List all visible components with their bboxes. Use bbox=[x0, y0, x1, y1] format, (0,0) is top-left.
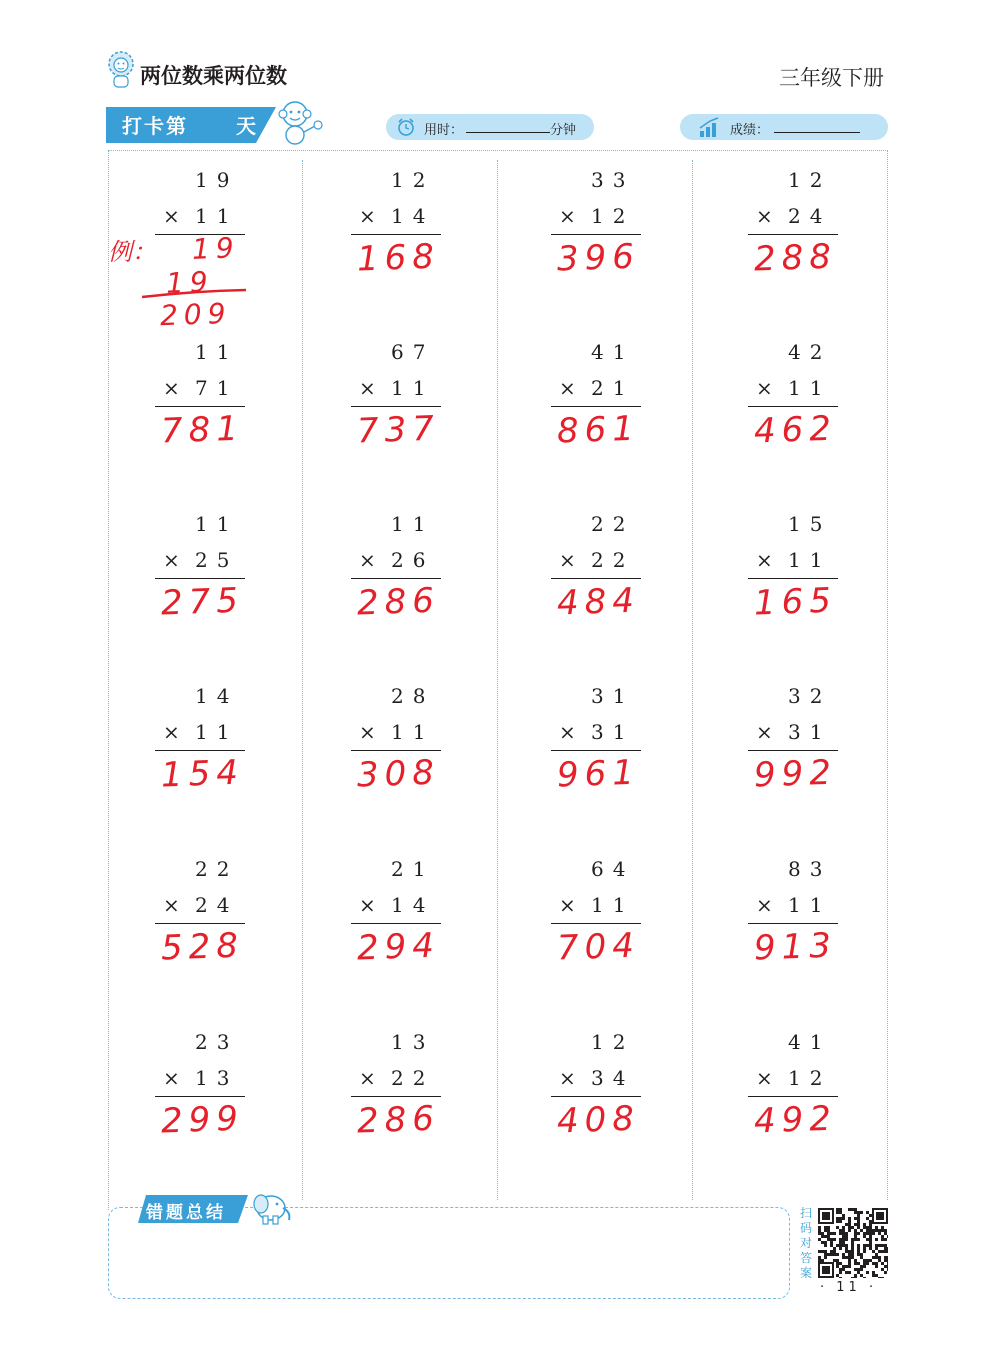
problem-item bbox=[551, 340, 643, 460]
answer-input[interactable]: 704 bbox=[556, 925, 641, 969]
alarm-clock-icon bbox=[396, 117, 416, 137]
problem-item bbox=[351, 512, 443, 632]
multiplier: 11 bbox=[788, 548, 832, 572]
product-line bbox=[351, 578, 441, 579]
multiplier: 13 bbox=[195, 1066, 239, 1090]
multiplier: 25 bbox=[195, 548, 239, 572]
product-line bbox=[748, 750, 838, 751]
product-line bbox=[155, 750, 245, 751]
monkey-mascot-icon bbox=[275, 98, 327, 148]
score-label: 成绩： bbox=[730, 123, 770, 138]
multiplicand: 19 bbox=[195, 168, 239, 192]
column-divider bbox=[302, 160, 303, 1200]
multiplier: 22 bbox=[391, 1066, 435, 1090]
multiplier: 11 bbox=[391, 720, 435, 744]
times-sign: × bbox=[359, 204, 376, 228]
answer-input[interactable]: 781 bbox=[160, 408, 245, 452]
answer-input[interactable]: 288 bbox=[753, 236, 838, 280]
multiplier: 24 bbox=[195, 893, 239, 917]
answer-input[interactable]: 299 bbox=[160, 1098, 245, 1142]
multiplicand: 41 bbox=[591, 340, 635, 364]
growth-chart-icon bbox=[698, 116, 722, 138]
multiplicand: 15 bbox=[788, 512, 832, 536]
times-sign: × bbox=[163, 720, 180, 744]
times-sign: × bbox=[756, 893, 773, 917]
product-line bbox=[551, 1096, 641, 1097]
time-blank[interactable] bbox=[466, 118, 550, 133]
problem-item bbox=[155, 340, 247, 460]
multiplicand: 32 bbox=[788, 684, 832, 708]
example-partial-1: 19 bbox=[191, 231, 241, 266]
product-line bbox=[155, 578, 245, 579]
elephant-mascot-icon bbox=[249, 1188, 295, 1226]
answer-input[interactable]: 286 bbox=[356, 1098, 441, 1142]
answer-input[interactable]: 396 bbox=[556, 236, 641, 280]
times-sign: × bbox=[756, 204, 773, 228]
times-sign: × bbox=[359, 548, 376, 572]
problem-item bbox=[748, 1030, 840, 1150]
product-line bbox=[748, 923, 838, 924]
product-line bbox=[551, 406, 641, 407]
multiplier: 71 bbox=[195, 376, 239, 400]
product-line bbox=[351, 1096, 441, 1097]
answer-input[interactable]: 165 bbox=[753, 580, 838, 624]
multiplicand: 22 bbox=[591, 512, 635, 536]
product-line bbox=[748, 578, 838, 579]
problem-item bbox=[551, 1030, 643, 1150]
times-sign: × bbox=[359, 376, 376, 400]
problem-item bbox=[551, 512, 643, 632]
times-sign: × bbox=[756, 376, 773, 400]
multiplicand: 83 bbox=[788, 857, 832, 881]
product-line bbox=[748, 1096, 838, 1097]
answer-input[interactable]: 275 bbox=[160, 580, 245, 624]
problem-item bbox=[551, 684, 643, 804]
product-line bbox=[351, 406, 441, 407]
qr-code-icon[interactable] bbox=[818, 1208, 888, 1278]
multiplier: 22 bbox=[591, 548, 635, 572]
time-field[interactable] bbox=[386, 114, 594, 140]
answer-input[interactable]: 286 bbox=[356, 580, 441, 624]
times-sign: × bbox=[359, 1066, 376, 1090]
answer-input[interactable]: 154 bbox=[160, 752, 245, 796]
scan-for-answers-text: 扫码对答案 bbox=[800, 1206, 813, 1280]
problem-item bbox=[748, 168, 840, 288]
example-partial-2: 19 bbox=[165, 265, 215, 300]
product-line bbox=[748, 406, 838, 407]
multiplier: 11 bbox=[788, 376, 832, 400]
multiplicand: 14 bbox=[195, 684, 239, 708]
multiplier: 11 bbox=[788, 893, 832, 917]
day-label: 打卡第 bbox=[122, 114, 188, 138]
times-sign: × bbox=[163, 893, 180, 917]
answer-input[interactable]: 484 bbox=[556, 580, 641, 624]
answer-input[interactable]: 861 bbox=[556, 408, 641, 452]
product-line bbox=[351, 234, 441, 235]
multiplier: 26 bbox=[391, 548, 435, 572]
multiplier: 21 bbox=[591, 376, 635, 400]
score-blank[interactable] bbox=[774, 118, 860, 133]
multiplier: 31 bbox=[788, 720, 832, 744]
multiplier: 11 bbox=[391, 376, 435, 400]
day-suffix: 天 bbox=[236, 114, 256, 138]
answer-input[interactable]: 961 bbox=[556, 752, 641, 796]
problem-item bbox=[351, 684, 443, 804]
times-sign: × bbox=[559, 1066, 576, 1090]
multiplicand: 31 bbox=[591, 684, 635, 708]
times-sign: × bbox=[163, 548, 180, 572]
multiplicand: 64 bbox=[591, 857, 635, 881]
multiplier: 12 bbox=[788, 1066, 832, 1090]
multiplier: 14 bbox=[391, 893, 435, 917]
answer-input[interactable]: 492 bbox=[753, 1098, 838, 1142]
answer-input[interactable]: 992 bbox=[753, 752, 838, 796]
product-line bbox=[155, 1096, 245, 1097]
page-number: · 11 · bbox=[820, 1280, 878, 1295]
times-sign: × bbox=[756, 720, 773, 744]
problem-item bbox=[155, 1030, 247, 1150]
multiplicand: 42 bbox=[788, 340, 832, 364]
page-title: 两位数乘两位数 bbox=[140, 64, 287, 88]
answer-input[interactable]: 294 bbox=[356, 925, 441, 969]
multiplicand: 11 bbox=[391, 512, 435, 536]
multiplicand: 11 bbox=[195, 512, 239, 536]
multiplier: 31 bbox=[591, 720, 635, 744]
multiplicand: 11 bbox=[195, 340, 239, 364]
times-sign: × bbox=[163, 376, 180, 400]
multiplicand: 33 bbox=[591, 168, 635, 192]
product-line bbox=[155, 923, 245, 924]
answer-input[interactable]: 913 bbox=[753, 925, 838, 969]
multiplicand: 67 bbox=[391, 340, 435, 364]
column-divider bbox=[497, 160, 498, 1200]
product-line bbox=[351, 750, 441, 751]
multiplier: 34 bbox=[591, 1066, 635, 1090]
times-sign: × bbox=[359, 720, 376, 744]
answer-input[interactable]: 528 bbox=[160, 925, 245, 969]
times-sign: × bbox=[559, 376, 576, 400]
multiplier: 11 bbox=[195, 204, 239, 228]
problem-item bbox=[351, 857, 443, 977]
time-unit: 分钟 bbox=[550, 123, 577, 138]
problem-item bbox=[748, 512, 840, 632]
times-sign: × bbox=[359, 893, 376, 917]
answer-input[interactable]: 408 bbox=[556, 1098, 641, 1142]
problem-item bbox=[748, 340, 840, 460]
times-sign: × bbox=[163, 204, 180, 228]
multiplier: 12 bbox=[591, 204, 635, 228]
problem-item bbox=[748, 684, 840, 804]
answer-input[interactable]: 168 bbox=[356, 236, 441, 280]
grid-right-line bbox=[887, 150, 888, 1200]
times-sign: × bbox=[163, 1066, 180, 1090]
product-line bbox=[351, 923, 441, 924]
problem-item bbox=[748, 857, 840, 977]
time-label: 用时： bbox=[424, 123, 464, 138]
multiplier: 14 bbox=[391, 204, 435, 228]
answer-input[interactable]: 737 bbox=[356, 408, 441, 452]
times-sign: × bbox=[559, 548, 576, 572]
problem-item bbox=[351, 1030, 443, 1150]
multiplicand: 12 bbox=[591, 1030, 635, 1054]
product-line bbox=[551, 234, 641, 235]
answer-input[interactable]: 462 bbox=[753, 408, 838, 452]
example-result: 209 bbox=[159, 296, 233, 333]
times-sign: × bbox=[559, 893, 576, 917]
answer-input[interactable]: 308 bbox=[356, 752, 441, 796]
multiplicand: 23 bbox=[195, 1030, 239, 1054]
problem-item bbox=[155, 684, 247, 804]
problem-item bbox=[351, 340, 443, 460]
grade-label: 三年级下册 bbox=[779, 66, 884, 90]
product-line bbox=[551, 923, 641, 924]
multiplier: 24 bbox=[788, 204, 832, 228]
multiplicand: 12 bbox=[391, 168, 435, 192]
multiplicand: 41 bbox=[788, 1030, 832, 1054]
example-label: 例： bbox=[108, 238, 156, 266]
multiplicand: 28 bbox=[391, 684, 435, 708]
product-line bbox=[155, 406, 245, 407]
grid-left-line bbox=[108, 150, 109, 1210]
grid-top-line bbox=[108, 150, 888, 151]
multiplier: 11 bbox=[591, 893, 635, 917]
multiplicand: 21 bbox=[391, 857, 435, 881]
multiplicand: 22 bbox=[195, 857, 239, 881]
problem-item bbox=[351, 168, 443, 288]
problem-item bbox=[155, 512, 247, 632]
lion-mascot-icon bbox=[106, 50, 136, 90]
multiplier: 11 bbox=[195, 720, 239, 744]
error-summary-title: 错题总结 bbox=[146, 1203, 226, 1223]
product-line bbox=[748, 234, 838, 235]
problem-item bbox=[155, 857, 247, 977]
multiplicand: 12 bbox=[788, 168, 832, 192]
times-sign: × bbox=[756, 548, 773, 572]
product-line bbox=[551, 578, 641, 579]
problem-item bbox=[551, 168, 643, 288]
product-line bbox=[551, 750, 641, 751]
column-divider bbox=[692, 160, 693, 1200]
times-sign: × bbox=[559, 204, 576, 228]
score-field[interactable] bbox=[680, 114, 888, 140]
multiplicand: 13 bbox=[391, 1030, 435, 1054]
times-sign: × bbox=[756, 1066, 773, 1090]
problem-item bbox=[551, 857, 643, 977]
times-sign: × bbox=[559, 720, 576, 744]
